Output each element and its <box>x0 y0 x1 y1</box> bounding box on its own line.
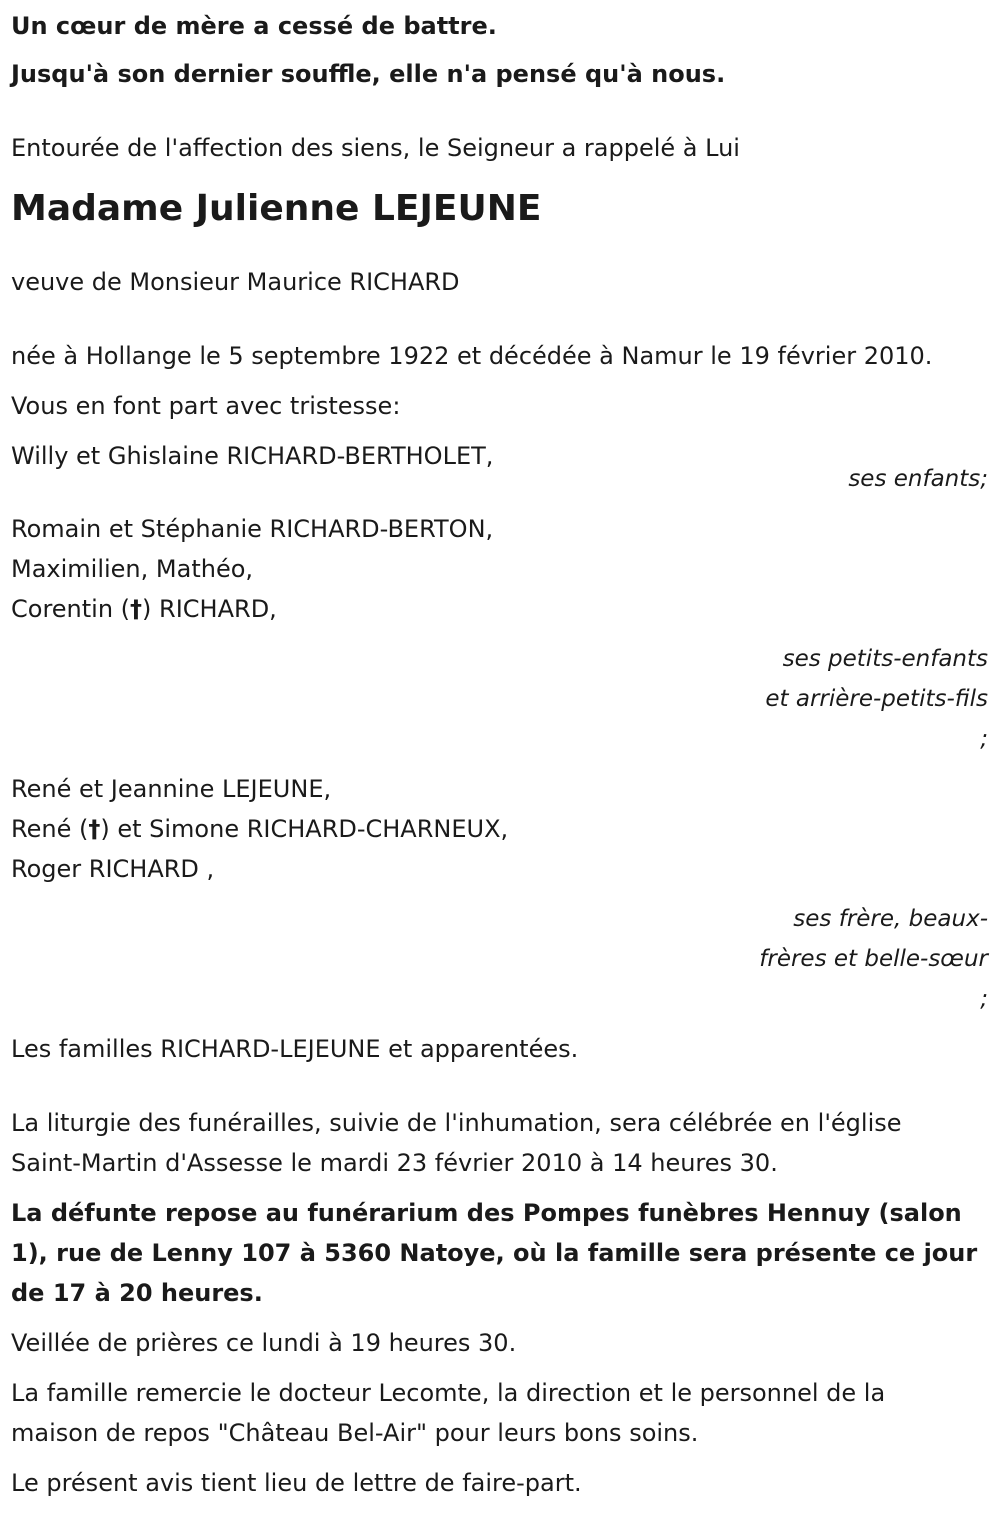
siblings-line-3: Roger RICHARD , <box>11 855 215 883</box>
siblings-group <box>11 769 990 1019</box>
vigil: Veillée de prières ce lundi à 19 heures 30. <box>11 1329 517 1357</box>
siblings-line-2-before: René ( <box>11 815 89 843</box>
liturgy-line-1: La liturgie des funérailles, suivie de l'inhumation, sera célébrée en l'église <box>11 1109 902 1137</box>
siblings-line-2 <box>11 809 990 849</box>
siblings-line-1: René et Jeannine LEJEUNE, <box>11 775 332 803</box>
grandchildren-line-3-before: Corentin ( <box>11 595 131 623</box>
liturgy-line-2: Saint-Martin d'Assesse le mardi 23 février 2010 à 14 heures 30. <box>11 1149 778 1177</box>
siblings-role-line-3: ; <box>980 986 988 1012</box>
grandchildren-line-3 <box>11 589 990 629</box>
closing: Le présent avis tient lieu de lettre de faire-part. <box>11 1469 582 1497</box>
funerarium-line-3: de 17 à 20 heures. <box>11 1279 263 1307</box>
widow-of: veuve de Monsieur Maurice RICHARD <box>11 268 460 296</box>
siblings-role-line-2: frères et belle-sœur <box>759 946 988 972</box>
grandchildren-role-line-3: ; <box>980 726 988 752</box>
grandchildren-line-2: Maximilien, Mathéo, <box>11 555 254 583</box>
children-names: Willy et Ghislaine RICHARD-BERTHOLET, <box>11 442 494 470</box>
grandchildren-group <box>11 509 990 759</box>
thanks <box>11 1373 990 1453</box>
thanks-line-1: La famille remercie le docteur Lecomte, la direction et le personnel de la <box>11 1379 886 1407</box>
children-role: ses enfants; <box>848 466 988 492</box>
grandchildren-line-1: Romain et Stéphanie RICHARD-BERTON, <box>11 515 494 543</box>
intro-line-2: Jusqu'à son dernier souffle, elle n'a pensé qu'à nous. <box>11 60 726 88</box>
siblings-role-line-1: ses frère, beaux- <box>793 906 988 932</box>
cross-icon: † <box>130 595 143 623</box>
funerarium-line-1: La défunte repose au funérarium des Pompes funèbres Hennuy (salon <box>11 1199 962 1227</box>
grandchildren-role-line-2: et arrière-petits-fils <box>765 686 988 712</box>
funerarium-line-2: 1), rue de Lenny 107 à 5360 Natoye, où la famille sera présente ce jour <box>11 1239 978 1267</box>
announcement: Entourée de l'affection des siens, le Seigneur a rappelé à Lui <box>11 134 740 162</box>
families: Les familles RICHARD-LEJEUNE et apparentées. <box>11 1035 579 1063</box>
children-group <box>11 436 990 499</box>
share-intro: Vous en font part avec tristesse: <box>11 392 401 420</box>
thanks-line-2: maison de repos "Château Bel-Air" pour leurs bons soins. <box>11 1419 699 1447</box>
intro-line-1: Un cœur de mère a cessé de battre. <box>11 12 497 40</box>
grandchildren-role-line-1: ses petits-enfants <box>782 646 988 672</box>
siblings-line-2-after: ) et Simone RICHARD-CHARNEUX, <box>100 815 509 843</box>
grandchildren-line-3-after: ) RICHARD, <box>142 595 277 623</box>
deceased-name: Madame Julienne LEJEUNE <box>11 188 542 229</box>
cross-icon: † <box>88 815 101 843</box>
liturgy <box>11 1103 990 1183</box>
funerarium <box>11 1193 990 1313</box>
birth-death: née à Hollange le 5 septembre 1922 et décédée à Namur le 19 février 2010. <box>11 342 933 370</box>
